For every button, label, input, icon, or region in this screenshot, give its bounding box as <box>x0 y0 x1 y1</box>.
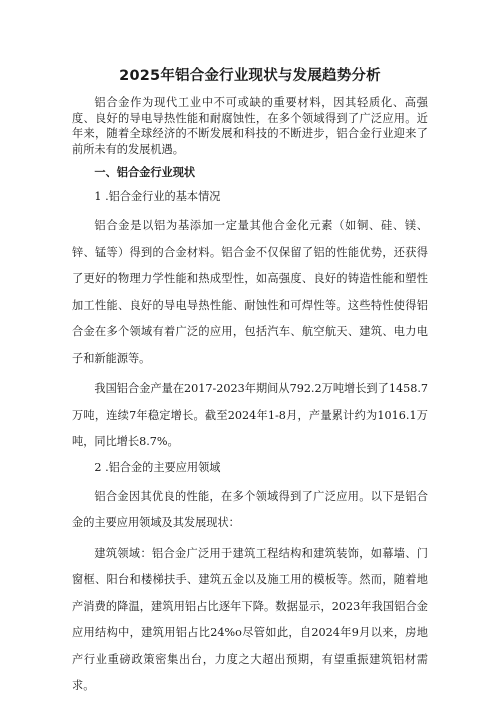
document-title: 2025年铝合金行业现状与发展趋势分析 <box>119 68 381 84</box>
paragraph-applications-intro: 铝合金因其优良的性能，在多个领域得到了广泛应用。以下是铝合金的主要应用领域及其发展现状： <box>72 489 428 530</box>
subsection-heading-applications: 2 .铝合金的主要应用领域 <box>94 460 221 474</box>
paragraph-production-stats: 我国铝合金产量在2017-2023年期间从792.2万吨增长到了1458.7万吨，连续7年稳定增长。截至2024年1-8月，产量累计约为1016.1万吨，同比增长8.7%。 <box>72 382 428 449</box>
intro-paragraph: 铝合金作为现代工业中不可或缺的重要材料，因其轻质化、高强度、良好的导电导热性能和耐腐蚀性，在多个领域得到了广泛应用。近年来，随着全球经济的不断发展和科技的不断进步，铝合金行业迎来了前所未有的发展机遇。 <box>72 96 428 156</box>
paragraph-alloy-definition: 铝合金是以铝为基添加一定量其他合金化元素（如铜、硅、镁、锌、锰等）得到的合金材料。铝合金不仅保留了铝的性能优势，还获得了更好的物理力学性能和热成型性，如高强度、良好的铸造性能和塑性加工性能、良好的导电导热性能、耐蚀性和可焊性等。这些特性使得铝合金在多个领域有着广泛的应用，包括汽车、航空航天、建筑、电力电子和新能源等。 <box>72 219 428 365</box>
document-body <box>72 95 428 704</box>
section-heading-industry-status: 一、铝合金行业现状 <box>94 166 196 180</box>
subsection-heading-basic-info: 1 .铝合金行业的基本情况 <box>94 190 221 204</box>
paragraph-construction-field: 建筑领域：铝合金广泛用于建筑工程结构和建筑装饰，如幕墙、门窗框、阳台和楼梯扶手、建筑五金以及施工用的模板等。然而，随着地产消费的降温，建筑用铝占比逐年下降。数据显示，2023年我国铝合金应用结构中，建筑用铝占比24%o尽管如此，自2024年9月以来，房地产行业重磅政策密集出台，力度之大超出预期，有望重振建筑铝材需求。 <box>72 546 428 693</box>
